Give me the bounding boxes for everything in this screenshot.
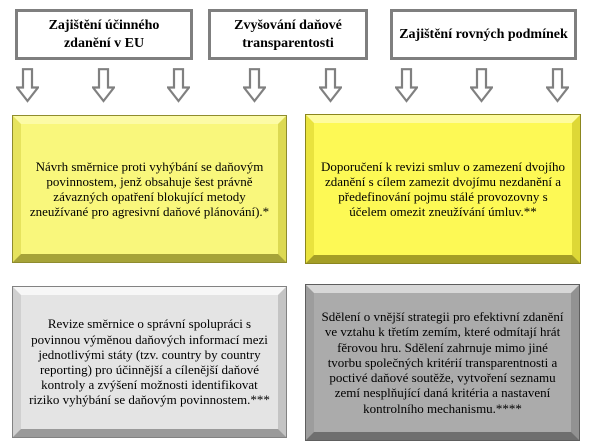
content-box-directive-revision [13,287,286,437]
content-box-external-strategy [306,285,579,440]
header-box-tax-transparency [208,9,368,60]
header-label: Zajištění rovných podmínek [399,26,568,42]
down-arrow-icon [470,68,493,103]
content-box-text: Návrh směrnice proti vyhýbání se daňovým povinnostem, jenž obsahuje šest právně závazných opatření blokující metody zneužívané pro agresivní daňové plánování).* [29,158,270,220]
down-arrow-icon [395,68,418,103]
down-arrow-icon [16,68,39,103]
down-arrow-icon [167,68,190,103]
down-arrow-icon [243,68,266,103]
content-box-treaty-recommendation [306,115,580,263]
header-label: Zvyšování daňové transparentosti [234,17,342,51]
content-box-text: Revize směrnice o správní spolupráci s povinnou výměnou daňových informací mezi jednotlivými státy (tzv. country by country reporting) pro účinnější a cílenější daňové kontroly a zvýšení možnosti identifikovat riziko vyhýbání se daňovým povinnostem.*** [29,316,270,408]
content-box-directive-proposal [13,116,286,262]
content-box-text: Sdělení o vnější strategii pro efektivní zdanění ve vztahu k třetím zemím, které odmítají hrát fěrovou hru. Sdělení zahrnuje mimo jiné tvorbu společných kritérií transparentnosti a poctivé daňové soutěže, vytvoření seznamu zemí nesplňující daná kritéria a nastavení kontrolního mechanismu.**** [321,309,564,416]
header-box-level-playing-field [390,9,577,60]
header-box-effective-taxation [15,9,193,60]
down-arrow-icon [92,68,115,103]
down-arrow-icon [546,68,569,103]
content-box-text: Doporučení k revizi smluv o zamezení dvojího zdanění s cílem zamezit dvojímu nezdanění a předefinování pojmu stálé provozovny s účelem omezit zneužívání úmluv.** [320,158,566,220]
header-label: Zajištění účinného zdanění v EU [48,17,160,51]
arrows-row [16,68,569,104]
down-arrow-icon [319,68,342,103]
